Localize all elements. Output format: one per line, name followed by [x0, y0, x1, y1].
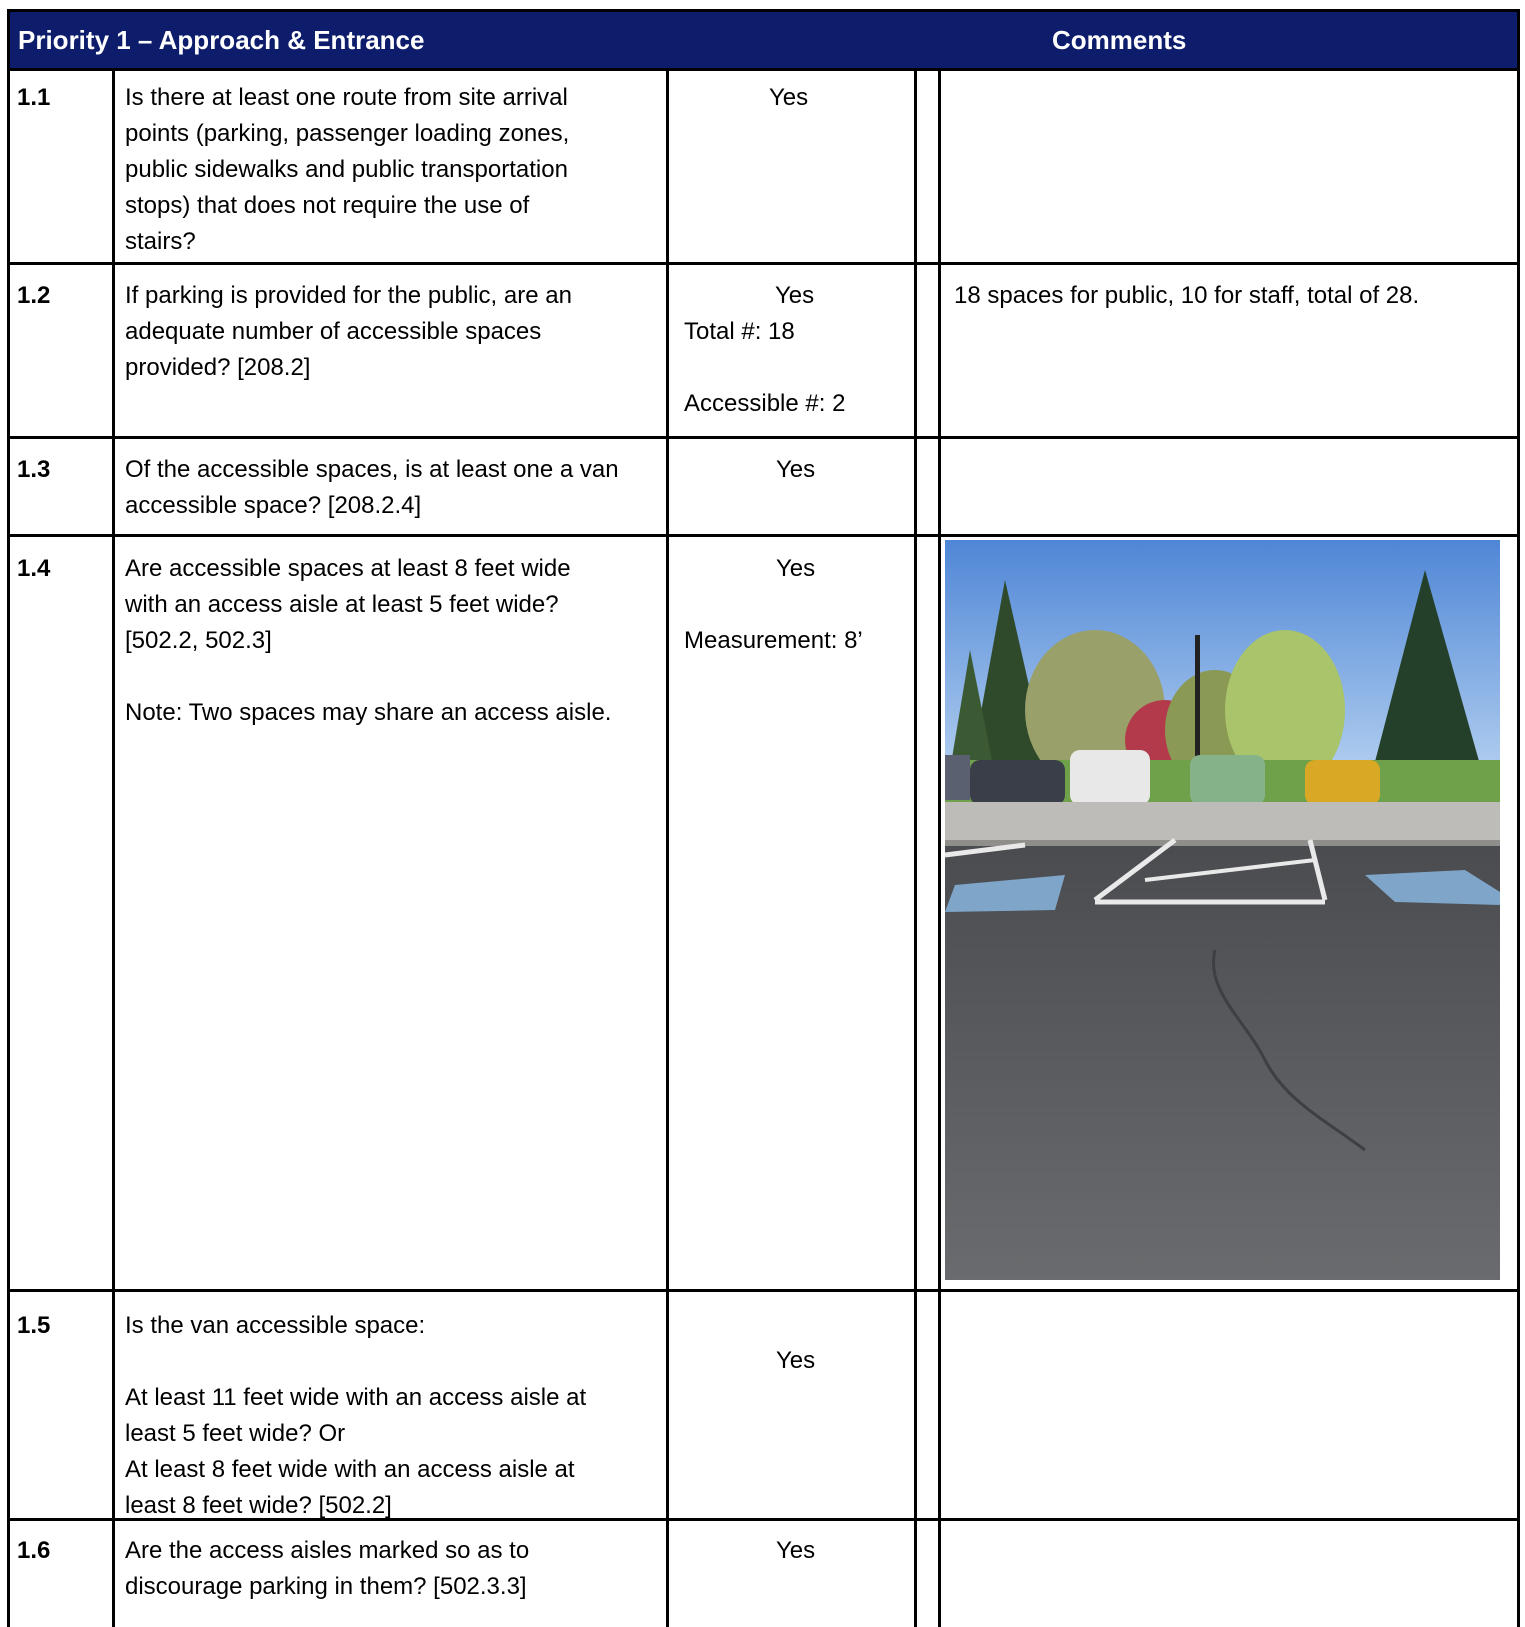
answer-value: Yes: [769, 84, 809, 111]
question-line: [502.2, 502.3]: [125, 627, 272, 654]
question-line: stops) that does not require the use of: [125, 192, 530, 219]
answer-measurement: Measurement: 8’: [684, 627, 863, 654]
answer-value: Yes: [776, 1347, 816, 1374]
question-line: discourage parking in them? [502.3.3]: [125, 1573, 527, 1600]
answer-value: Yes: [775, 282, 815, 309]
question-note: Note: Two spaces may share an access aisle.: [125, 699, 612, 726]
comments-header: Comments: [1052, 25, 1187, 55]
question-line: At least 11 feet wide with an access aisle at: [125, 1384, 587, 1411]
question-line: Of the accessible spaces, is at least one a van: [125, 456, 619, 483]
question-line: with an access aisle at least 5 feet wide?: [125, 591, 559, 618]
section-title: Priority 1 – Approach & Entrance: [18, 25, 425, 55]
row-number: 1.4: [17, 555, 51, 582]
answer-value: Yes: [776, 456, 816, 483]
comment-text: 18 spaces for public, 10 for staff, total of 28.: [954, 282, 1420, 309]
question-line: stairs?: [125, 228, 196, 255]
question-line: least 5 feet wide? Or: [125, 1420, 346, 1447]
parking-lot-photo: [945, 540, 1500, 1280]
row-number: 1.5: [17, 1312, 51, 1339]
answer-total: Total #: 18: [684, 318, 795, 345]
answer-value: Yes: [776, 1537, 816, 1564]
question-line: points (parking, passenger loading zones,: [125, 120, 570, 147]
question-line: Is the van accessible space:: [125, 1312, 426, 1339]
question-line: Are the access aisles marked so as to: [125, 1537, 530, 1564]
row-number: 1.1: [17, 84, 51, 111]
question-line: Are accessible spaces at least 8 feet wide: [125, 555, 571, 582]
row-number: 1.3: [17, 456, 51, 483]
question-line: provided? [208.2]: [125, 354, 311, 381]
question-line: At least 8 feet wide with an access aisle at: [125, 1456, 575, 1483]
answer-value: Yes: [776, 555, 816, 582]
question-line: accessible space? [208.2.4]: [125, 492, 422, 519]
question-line: Is there at least one route from site arrival: [125, 84, 568, 111]
question-line: If parking is provided for the public, are an: [125, 282, 572, 309]
row-number: 1.6: [17, 1537, 51, 1564]
row-number: 1.2: [17, 282, 51, 309]
table-header: [10, 12, 1517, 68]
question-line: public sidewalks and public transportation: [125, 156, 568, 183]
answer-accessible: Accessible #: 2: [684, 390, 846, 417]
question-line: adequate number of accessible spaces: [125, 318, 542, 345]
question-line: least 8 feet wide? [502.2]: [125, 1492, 392, 1519]
